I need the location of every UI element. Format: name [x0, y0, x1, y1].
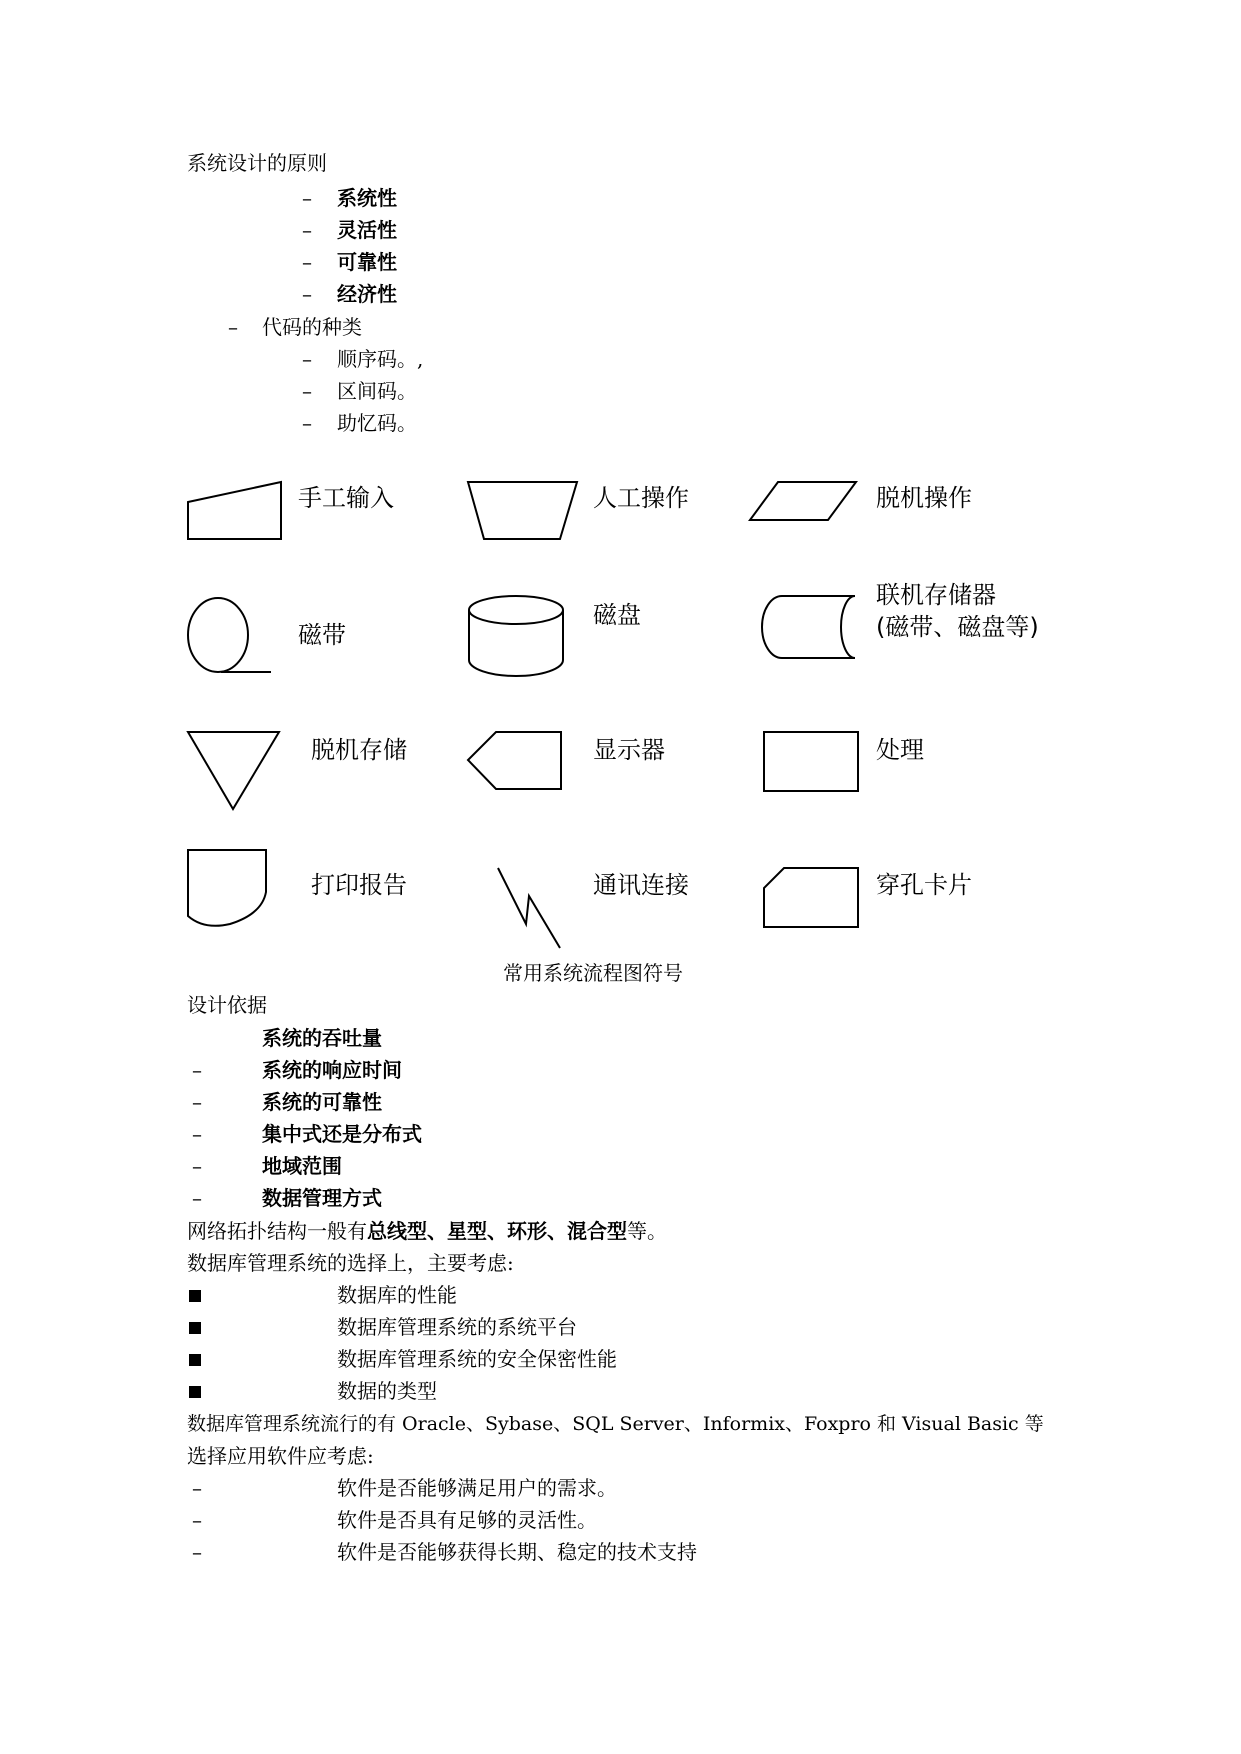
- section-title-design-principles: 系统设计的原则: [187, 151, 327, 175]
- list-item-design-basis: 系统的吞吐量: [262, 1026, 382, 1050]
- square-bullet-icon: [189, 1354, 201, 1366]
- dbms-selection-title: 数据库管理系统的选择上，主要考虑:: [187, 1251, 514, 1275]
- list-item-code-type: 区间码。: [337, 379, 417, 403]
- list-item-design-basis: 系统的响应时间: [262, 1058, 402, 1082]
- list-item-principle: 灵活性: [337, 218, 397, 242]
- list-dash: –: [192, 1154, 202, 1178]
- list-dash: –: [302, 282, 312, 306]
- disk-symbol: [466, 594, 566, 680]
- figure-caption: 常用系统流程图符号: [503, 961, 683, 985]
- communication-link-symbol: [496, 866, 566, 950]
- list-item-design-basis: 集中式还是分布式: [262, 1122, 422, 1146]
- tape-symbol: [186, 596, 274, 678]
- list-item-software: 软件是否具有足够的灵活性。: [337, 1508, 597, 1532]
- list-item-principle: 经济性: [337, 282, 397, 306]
- document-symbol: [186, 848, 270, 928]
- list-item-dbms: 数据库的性能: [337, 1283, 457, 1307]
- list-item-dbms: 数据库管理系统的安全保密性能: [337, 1347, 617, 1371]
- punched-card-symbol: [762, 866, 860, 930]
- square-bullet-icon: [189, 1322, 201, 1334]
- list-dash: –: [192, 1090, 202, 1114]
- process-symbol: [762, 730, 860, 794]
- list-item-code-type: 顺序码。,: [337, 347, 424, 371]
- online-storage-symbol: [760, 594, 856, 660]
- square-bullet-icon: [189, 1290, 201, 1302]
- list-dash: –: [302, 218, 312, 242]
- dbms-popular-paragraph: 数据库管理系统流行的有 Oracle、Sybase、SQL Server、Informix、Foxpro 和 Visual Basic 等: [187, 1413, 1044, 1435]
- symbol-label: 通讯连接: [593, 871, 689, 899]
- symbol-label: 人工操作: [593, 484, 689, 512]
- list-dash: –: [228, 315, 238, 339]
- list-item-design-basis: 数据管理方式: [262, 1186, 382, 1210]
- list-dash: –: [192, 1058, 202, 1082]
- symbol-label: 脱机存储: [311, 736, 407, 764]
- list-dash: –: [192, 1508, 202, 1532]
- offline-storage-symbol: [186, 730, 282, 812]
- list-dash: –: [302, 250, 312, 274]
- subsection-title-code-types: 代码的种类: [262, 315, 362, 339]
- list-item-design-basis: 地域范围: [262, 1154, 342, 1178]
- symbol-label: 脱机操作: [876, 484, 972, 512]
- list-dash: –: [302, 379, 312, 403]
- network-suffix: 等。: [627, 1219, 667, 1243]
- symbol-label: 磁带: [298, 621, 346, 649]
- list-dash: –: [302, 411, 312, 435]
- list-item-design-basis: 系统的可靠性: [262, 1090, 382, 1114]
- network-topology-paragraph: [187, 1219, 667, 1243]
- list-item-dbms: 数据的类型: [337, 1379, 437, 1403]
- symbol-label: 打印报告: [311, 871, 407, 899]
- offline-operation-symbol: [748, 480, 860, 522]
- manual-input-symbol: [186, 480, 286, 542]
- list-dash: –: [192, 1476, 202, 1500]
- display-symbol: [466, 730, 564, 792]
- manual-operation-symbol: [466, 480, 580, 542]
- symbol-label: 显示器: [593, 736, 665, 764]
- symbol-label-secondary: (磁带、磁盘等): [876, 613, 1039, 641]
- list-dash: –: [192, 1186, 202, 1210]
- list-item-principle: 可靠性: [337, 250, 397, 274]
- list-dash: –: [302, 186, 312, 210]
- symbol-label: 穿孔卡片: [876, 871, 972, 899]
- list-item-dbms: 数据库管理系统的系统平台: [337, 1315, 577, 1339]
- list-item-software: 软件是否能够满足用户的需求。: [337, 1476, 617, 1500]
- list-item-principle: 系统性: [337, 186, 397, 210]
- list-dash: –: [192, 1540, 202, 1564]
- list-dash: –: [192, 1122, 202, 1146]
- symbol-label: 磁盘: [593, 601, 641, 629]
- section-title-design-basis: 设计依据: [187, 993, 267, 1017]
- network-prefix: 网络拓扑结构一般有: [187, 1219, 367, 1243]
- network-types: 总线型、星型、环形、混合型: [367, 1219, 627, 1243]
- square-bullet-icon: [189, 1386, 201, 1398]
- list-dash: –: [302, 347, 312, 371]
- symbol-label: 手工输入: [298, 484, 394, 512]
- list-item-software: 软件是否能够获得长期、稳定的技术支持: [337, 1540, 697, 1564]
- symbol-label: 联机存储器: [876, 581, 996, 609]
- software-selection-title: 选择应用软件应考虑:: [187, 1444, 374, 1468]
- list-item-code-type: 助忆码。: [337, 411, 417, 435]
- symbol-label: 处理: [876, 736, 924, 764]
